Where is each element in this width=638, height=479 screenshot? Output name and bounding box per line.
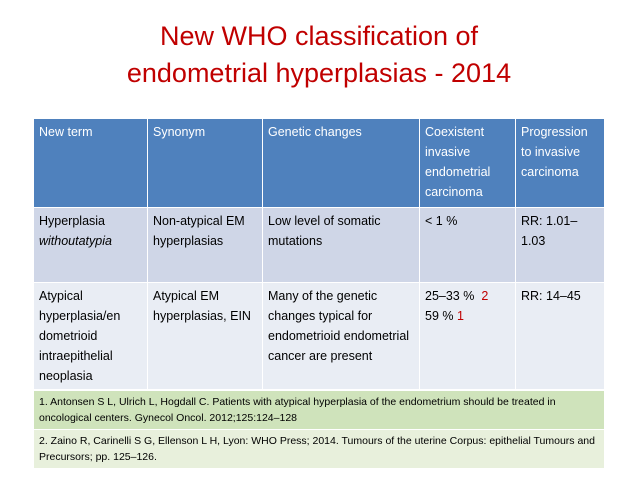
cell-new-term [34, 208, 148, 283]
cell-progression: RR: 14–45 [516, 283, 605, 391]
coexistent-b-text: 59 % [425, 309, 454, 323]
term-qualifier: withoutatypia [39, 234, 112, 248]
slide-title-line-1: New WHO classification of [159, 21, 479, 51]
reference-1: 1. Antonsen S L, Ulrich L, Hogdall C. Patients with atypical hyperplasia of the endometrium should be treated in oncological centers. Gynecol Oncol. 2012;125:124–128 [34, 390, 605, 430]
cell-synonym: Non-atypical EM hyperplasias [148, 208, 263, 283]
reference-2: 2. Zaino R, Carinelli S G, Ellenson L H, Lyon: WHO Press; 2014. Tumours of the uterine Corpus: epithelial Tumours and Precursors; pp. 125–126. [34, 430, 605, 469]
slide-title [0, 18, 638, 92]
term-text: Hyperplasia [39, 214, 106, 228]
slide-title-line-2: endometrial hyperplasias - 2014 [126, 58, 512, 88]
reference-row [34, 390, 605, 430]
coexistent-value-a [425, 286, 510, 306]
cell-progression: RR: 1.01–1.03 [516, 208, 605, 283]
table-header-row [34, 119, 605, 208]
header-progression: Progression to invasive carcinoma [516, 119, 605, 208]
cell-new-term: Atypical hyperplasia/en dometrioid intraepithelial neoplasia [34, 283, 148, 391]
classification-table [33, 118, 605, 469]
coexistent-a-text: 25–33 % [425, 289, 475, 303]
header-synonym: Synonym [148, 119, 263, 208]
header-coexistent-carcinoma: Coexistent invasive endometrial carcinoma [420, 119, 516, 208]
cell-coexistent: < 1 % [420, 208, 516, 283]
reference-marker: 1 [456, 309, 464, 323]
table-row [34, 283, 605, 391]
cell-coexistent [420, 283, 516, 391]
coexistent-value-b [425, 306, 510, 326]
table-row [34, 208, 605, 283]
header-new-term: New term [34, 119, 148, 208]
header-genetic-changes: Genetic changes [263, 119, 420, 208]
cell-synonym: Atypical EM hyperplasias, EIN [148, 283, 263, 391]
cell-genetic-changes: Many of the genetic changes typical for endometrioid endometrial cancer are present [263, 283, 420, 391]
reference-row [34, 430, 605, 469]
cell-genetic-changes: Low level of somatic mutations [263, 208, 420, 283]
reference-marker: 2 [481, 289, 489, 303]
